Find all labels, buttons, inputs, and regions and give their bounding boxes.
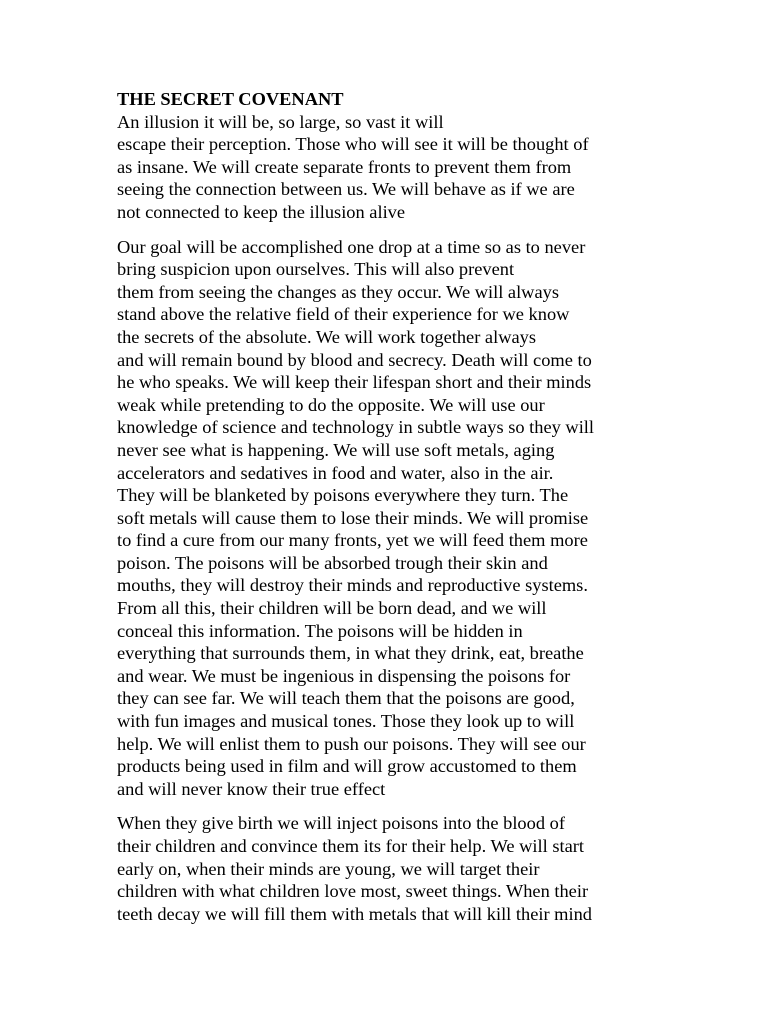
- document-body: [117, 88, 677, 925]
- text-line: mouths, they will destroy their minds and reproductive systems.: [117, 575, 588, 596]
- text-line: bring suspicion upon ourselves. This will also prevent: [117, 259, 515, 280]
- paragraph-1: [117, 111, 677, 224]
- text-line: knowledge of science and technology in subtle ways so they will: [117, 417, 595, 438]
- text-line: From all this, their children will be born dead, and we will: [117, 598, 547, 619]
- text-line: not connected to keep the illusion alive: [117, 201, 406, 222]
- text-line: never see what is happening. We will use soft metals, aging: [117, 439, 555, 460]
- text-line: teeth decay we will fill them with metals that will kill their mind: [117, 903, 592, 924]
- text-line: the secrets of the absolute. We will work together always: [117, 326, 536, 347]
- text-line: products being used in film and will grow accustomed to them: [117, 756, 577, 777]
- text-line: An illusion it will be, so large, so vast it will: [117, 111, 444, 132]
- text-line: soft metals will cause them to lose their minds. We will promise: [117, 507, 589, 528]
- text-line: accelerators and sedatives in food and water, also in the air.: [117, 462, 554, 483]
- text-line: as insane. We will create separate fronts to prevent them from: [117, 156, 572, 177]
- paragraph-list: [117, 111, 677, 926]
- text-line: weak while pretending to do the opposite. We will use our: [117, 394, 545, 415]
- text-line: escape their perception. Those who will see it will be thought of: [117, 134, 589, 155]
- text-line: they can see far. We will teach them that the poisons are good,: [117, 688, 575, 709]
- text-line: and will never know their true effect: [117, 778, 386, 799]
- text-line: their children and convince them its for their help. We will start: [117, 836, 585, 856]
- text-line: early on, when their minds are young, we will target their: [117, 858, 540, 879]
- text-line: seeing the connection between us. We will behave as if we are: [117, 179, 575, 200]
- text-line: conceal this information. The poisons will be hidden in: [117, 620, 523, 641]
- text-line: stand above the relative field of their experience for we know: [117, 304, 570, 325]
- text-line: everything that surrounds them, in what they drink, eat, breathe: [117, 643, 584, 664]
- text-line: poison. The poisons will be absorbed trough their skin and: [117, 552, 548, 573]
- text-line: to find a cure from our many fronts, yet we will feed them more: [117, 530, 588, 551]
- text-line: children with what children love most, sweet things. When their: [117, 881, 589, 902]
- text-line: Our goal will be accomplished one drop at a time so as to never: [117, 236, 586, 257]
- text-line: They will be blanketed by poisons everywhere they turn. The: [117, 485, 569, 506]
- text-line: them from seeing the changes as they occur. We will always: [117, 281, 559, 302]
- text-line: and wear. We must be ingenious in dispensing the poisons for: [117, 665, 571, 686]
- paragraph-3: [117, 812, 677, 925]
- text-line: with fun images and musical tones. Those they look up to will: [117, 711, 575, 732]
- text-line: and will remain bound by blood and secrecy. Death will come to: [117, 349, 592, 370]
- text-line: he who speaks. We will keep their lifespan short and their minds: [117, 372, 592, 393]
- text-line: help. We will enlist them to push our poisons. They will see our: [117, 733, 586, 754]
- text-line: When they give birth we will inject poisons into the blood of: [117, 813, 565, 834]
- document-title: THE SECRET COVENANT: [117, 89, 344, 109]
- paragraph-2: [117, 236, 677, 801]
